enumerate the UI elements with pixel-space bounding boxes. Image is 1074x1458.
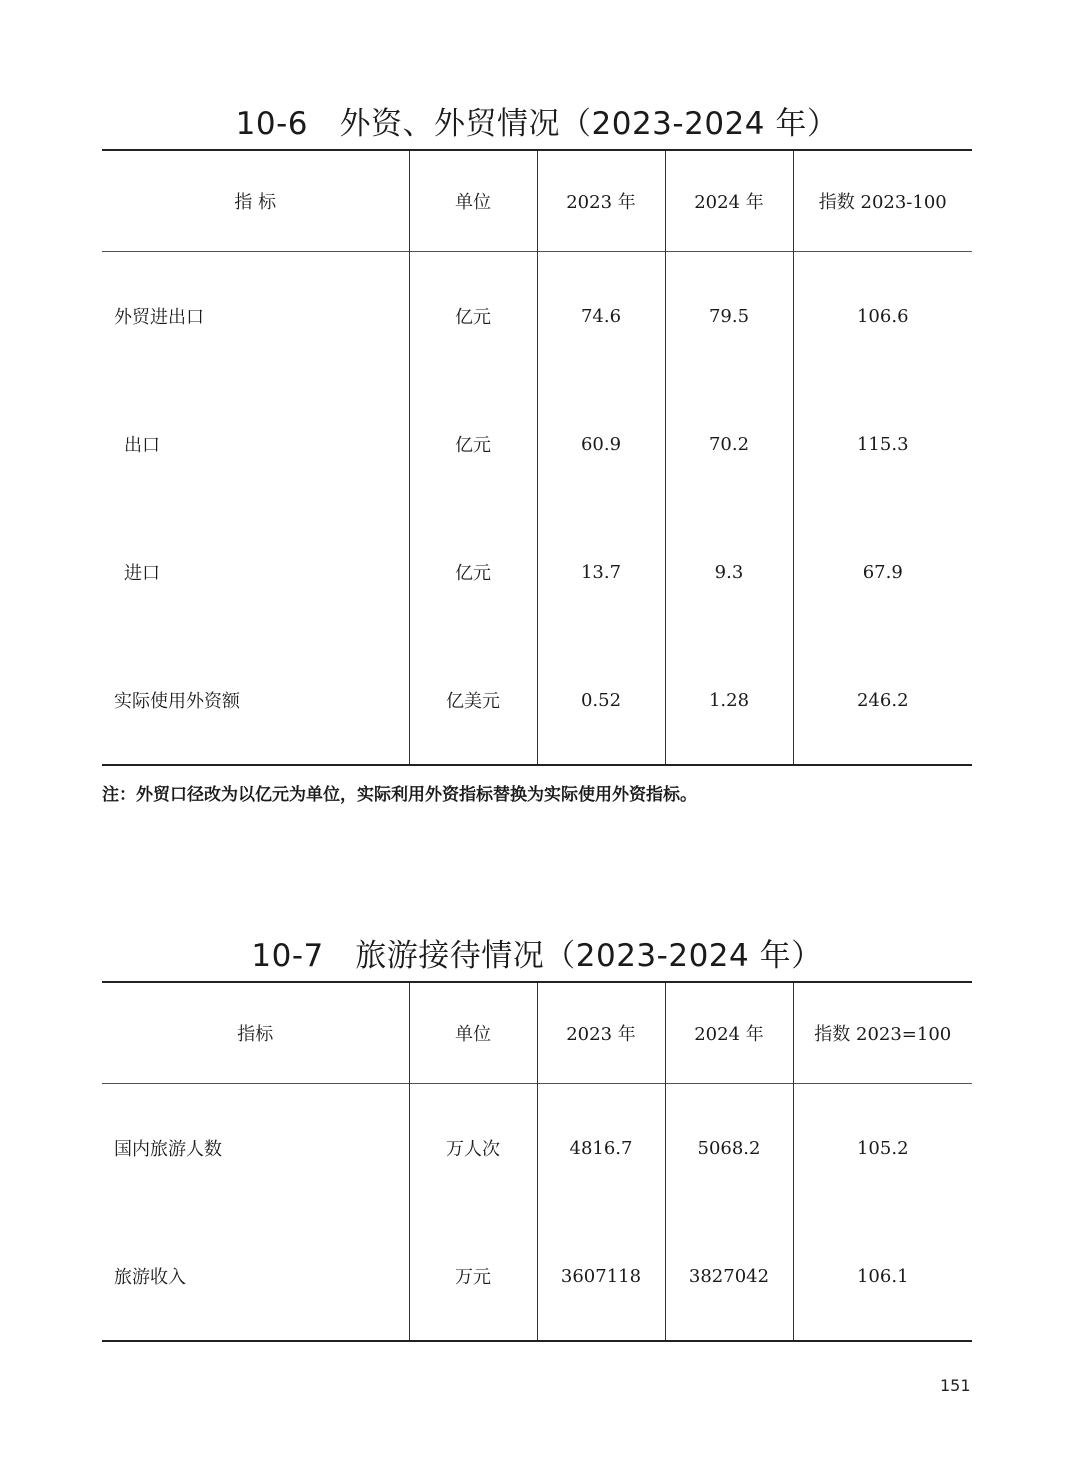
cell-2023: 60.9 bbox=[537, 380, 665, 508]
row-label: 实际使用外资额 bbox=[114, 691, 240, 712]
cell-2023: 0.52 bbox=[537, 636, 665, 765]
foreign-trade-table bbox=[102, 149, 972, 766]
cell-2024: 1.28 bbox=[665, 636, 793, 765]
header-2024: 2024 年 bbox=[665, 982, 793, 1084]
cell-2024: 79.5 bbox=[665, 252, 793, 381]
row-label: 出口 bbox=[124, 435, 160, 456]
cell-2023: 13.7 bbox=[537, 508, 665, 636]
cell-2023: 4816.7 bbox=[537, 1084, 665, 1213]
cell-2023: 74.6 bbox=[537, 252, 665, 381]
cell-2024: 5068.2 bbox=[665, 1084, 793, 1213]
header-indicator: 指 标 bbox=[234, 192, 277, 213]
cell-2024: 9.3 bbox=[665, 508, 793, 636]
header-2024: 2024 年 bbox=[665, 150, 793, 252]
row-label: 外贸进出口 bbox=[114, 307, 204, 328]
header-unit: 单位 bbox=[409, 150, 537, 252]
cell-unit: 万人次 bbox=[409, 1084, 537, 1213]
cell-unit: 亿元 bbox=[409, 508, 537, 636]
cell-index: 106.6 bbox=[793, 252, 972, 381]
header-indicator: 指标 bbox=[237, 1024, 274, 1045]
cell-2024: 3827042 bbox=[665, 1212, 793, 1341]
header-index: 指数 2023=100 bbox=[793, 982, 972, 1084]
cell-2023: 3607118 bbox=[537, 1212, 665, 1341]
table1-title: 10-6 外资、外贸情况（2023-2024 年） bbox=[235, 106, 839, 142]
cell-index: 105.2 bbox=[793, 1084, 972, 1213]
cell-index: 106.1 bbox=[793, 1212, 972, 1341]
table1-footnote: 注：外贸口径改为以亿元为单位，实际利用外资指标替换为实际使用外资指标。 bbox=[102, 785, 697, 805]
table-row bbox=[102, 252, 972, 381]
header-2023: 2023 年 bbox=[537, 982, 665, 1084]
cell-unit: 万元 bbox=[409, 1212, 537, 1341]
table-row bbox=[102, 1212, 972, 1341]
row-label: 旅游收入 bbox=[114, 1267, 186, 1288]
table-row bbox=[102, 1084, 972, 1213]
cell-unit: 亿元 bbox=[409, 380, 537, 508]
header-2023: 2023 年 bbox=[537, 150, 665, 252]
cell-index: 67.9 bbox=[793, 508, 972, 636]
table-header-row bbox=[102, 982, 972, 1084]
header-unit: 单位 bbox=[409, 982, 537, 1084]
table-row bbox=[102, 380, 972, 508]
cell-2024: 70.2 bbox=[665, 380, 793, 508]
table-header-row bbox=[102, 150, 972, 252]
cell-index: 246.2 bbox=[793, 636, 972, 765]
row-label: 国内旅游人数 bbox=[114, 1139, 222, 1160]
tourism-table bbox=[102, 981, 972, 1342]
cell-unit: 亿元 bbox=[409, 252, 537, 381]
page-number: 151 bbox=[940, 1376, 971, 1395]
cell-index: 115.3 bbox=[793, 380, 972, 508]
cell-unit: 亿美元 bbox=[409, 636, 537, 765]
table2-title: 10-7 旅游接待情况（2023-2024 年） bbox=[251, 938, 823, 974]
table-row bbox=[102, 508, 972, 636]
table-row bbox=[102, 636, 972, 765]
row-label: 进口 bbox=[124, 563, 160, 584]
header-index: 指数 2023-100 bbox=[793, 150, 972, 252]
